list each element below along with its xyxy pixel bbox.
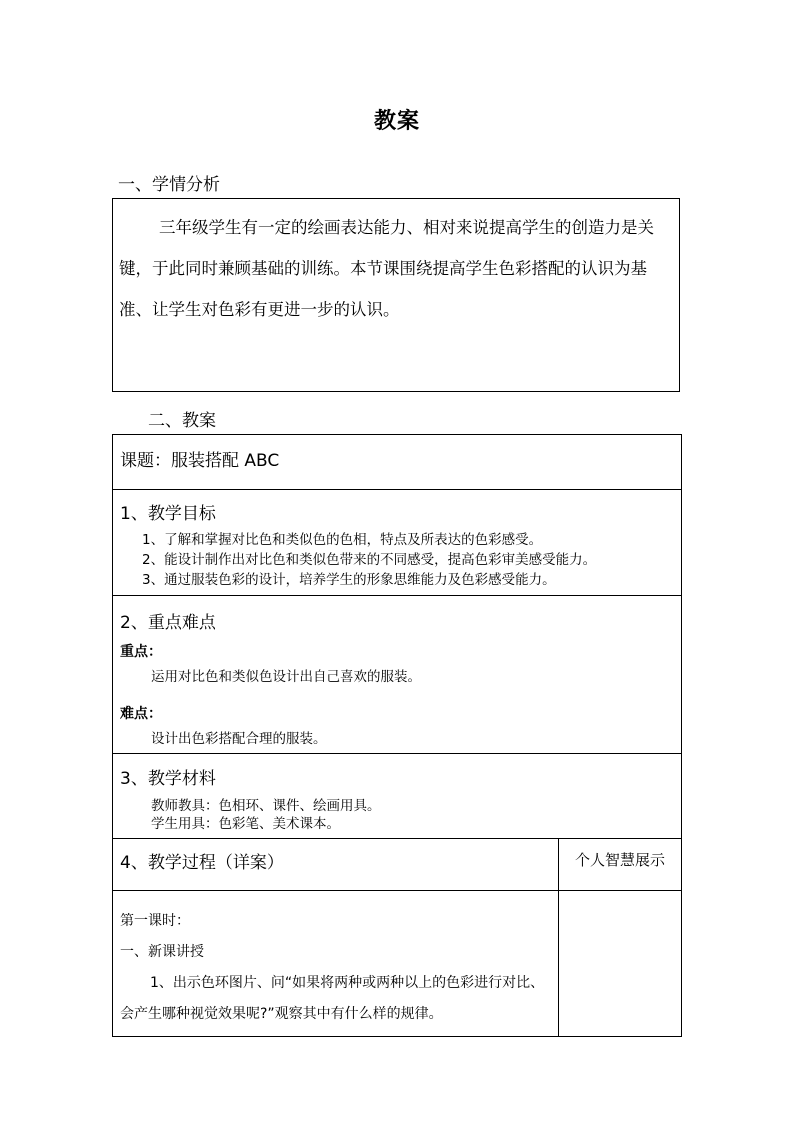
process-content-cell — [113, 891, 559, 1037]
section2-heading: 二、教案 — [148, 411, 216, 431]
student-analysis-box — [112, 198, 680, 392]
materials-heading: 3、教学材料 — [120, 769, 216, 789]
process-paragraph — [120, 968, 553, 1030]
key-point-label: 重点： — [120, 644, 162, 660]
difficult-point-text: 设计出色彩搭配合理的服装。 — [151, 731, 327, 747]
personal-wisdom-heading: 个人智慧展示 — [559, 839, 682, 891]
student-materials: 学生用具：色彩笔、美术课本。 — [151, 816, 340, 832]
materials-cell — [113, 754, 682, 839]
process-line: 第一课时： — [120, 913, 190, 929]
difficult-point-label: 难点： — [120, 706, 162, 722]
process-line: 一、新课讲授 — [120, 944, 204, 960]
goal-item: 3、通过服装色彩的设计，培养学生的形象思维能力及色彩感受能力。 — [142, 572, 556, 588]
lesson-plan-table — [112, 434, 682, 1037]
teaching-goals-cell — [113, 490, 682, 596]
process-heading: 4、教学过程（详案） — [113, 839, 559, 891]
process-header-row — [113, 839, 682, 891]
topic-row — [113, 435, 682, 490]
goals-heading: 1、教学目标 — [120, 504, 216, 524]
process-content-row — [113, 891, 682, 1037]
student-analysis-text: 三年级学生有一定的绘画表达能力、相对来说提高学生的创造力是关键，于此同时兼顾基础的训练。本节课围绕提高学生色彩搭配的认识为基准、让学生对色彩有更进一步的认识。 — [119, 218, 654, 319]
materials-row — [113, 754, 682, 839]
key-point-text: 运用对比色和类似色设计出自己喜欢的服装。 — [151, 669, 421, 685]
keypoints-cell — [113, 596, 682, 754]
document-title: 教案 — [373, 109, 420, 134]
teacher-materials: 教师教具：色相环、课件、绘画用具。 — [151, 798, 381, 814]
keypoints-heading: 2、重点难点 — [120, 613, 216, 633]
process-line: 1、出示色环图片、问“如果将两种或两种以上的色彩进行对比、会产生哪种视觉效果呢?”观察其中有什么样的规律。 — [120, 975, 545, 1022]
lesson-topic: 课题：服装搭配 ABC — [113, 435, 682, 490]
goals-row — [113, 490, 682, 596]
goal-item: 2、能设计制作出对比色和类似色带来的不同感受，提高色彩审美感受能力。 — [142, 552, 597, 568]
keypoints-row — [113, 596, 682, 754]
goals-list — [113, 530, 681, 590]
personal-wisdom-cell — [559, 891, 682, 1037]
section1-heading: 一、学情分析 — [118, 175, 220, 195]
goal-item: 1、了解和掌握对比色和类似色的色相，特点及所表达的色彩感受。 — [142, 532, 543, 548]
